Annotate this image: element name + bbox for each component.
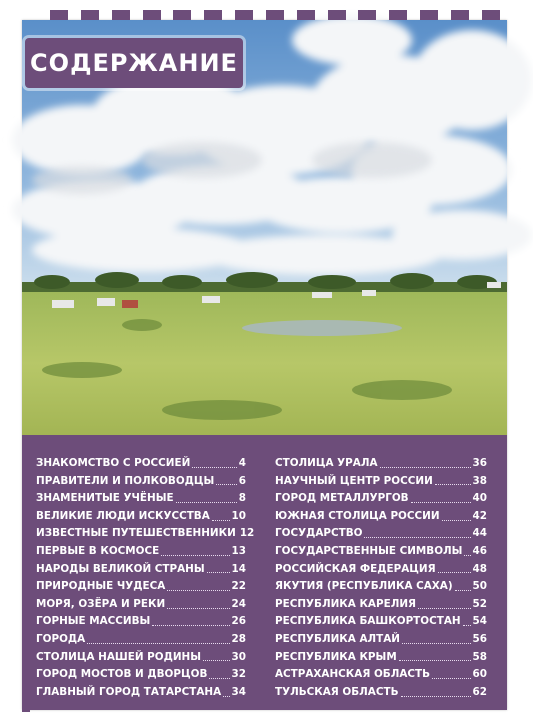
toc-column-right bbox=[275, 455, 487, 701]
toc-entry-leader bbox=[203, 659, 230, 661]
toc-entry-page: 13 bbox=[231, 544, 246, 557]
toc-entry-page: 36 bbox=[472, 457, 487, 469]
toc-entry-leader bbox=[364, 536, 470, 538]
toc-entry-title: ПРИРОДНЫЕ ЧУДЕСА bbox=[36, 580, 166, 593]
toc-entry-title: СТОЛИЦА НАШЕЙ РОДИНЫ bbox=[36, 650, 202, 663]
toc-entry-page: 6 bbox=[238, 474, 246, 487]
toc-entry-page: 60 bbox=[472, 668, 487, 681]
toc-entry-title: ЗНАМЕНИТЫЕ УЧЁНЫЕ bbox=[36, 492, 174, 505]
toc-entry-page: 56 bbox=[472, 632, 487, 645]
toc-entry-title: РЕСПУБЛИКА КРЫМ bbox=[275, 650, 397, 663]
toc-entry bbox=[36, 631, 246, 649]
toc-entry-title: ВЕЛИКИЕ ЛЮДИ ИСКУССТВА bbox=[36, 509, 210, 522]
toc-entry-page: 46 bbox=[472, 544, 487, 557]
toc-entry-leader bbox=[207, 571, 230, 573]
toc-entry-title: ГОРОД МЕТАЛЛУРГОВ bbox=[275, 492, 409, 505]
toc-entry-title: ЮЖНАЯ СТОЛИЦА РОССИИ bbox=[275, 509, 440, 522]
toc-entry-leader bbox=[435, 483, 471, 485]
toc-entry bbox=[275, 631, 487, 649]
book-page bbox=[22, 20, 507, 710]
toc-entry-title: ТУЛЬСКАЯ ОБЛАСТЬ bbox=[275, 685, 399, 698]
toc-entry-leader bbox=[402, 642, 471, 644]
toc-entry-page: 22 bbox=[231, 580, 246, 593]
toc-entry-title: ИЗВЕСТНЫЕ ПУТЕШЕСТВЕННИКИ bbox=[36, 527, 236, 540]
toc-entry-leader bbox=[192, 466, 236, 468]
toc-entry-page: 54 bbox=[472, 615, 487, 628]
toc-column-left bbox=[36, 455, 255, 701]
toc-entry bbox=[36, 543, 246, 561]
spiral-binding bbox=[50, 10, 500, 20]
toc-entry bbox=[275, 666, 487, 684]
toc-entry bbox=[36, 473, 246, 491]
toc-entry bbox=[36, 596, 246, 614]
toc-entry bbox=[275, 525, 487, 543]
toc-entry-title: ЗНАКОМСТВО С РОССИЕЙ bbox=[36, 457, 191, 469]
toc-entry-leader bbox=[167, 607, 229, 609]
toc-entry-title: МОРЯ, ОЗЁРА И РЕКИ bbox=[36, 597, 166, 610]
toc-entry bbox=[36, 649, 246, 667]
toc-entry-leader bbox=[463, 624, 471, 626]
toc-entry bbox=[275, 455, 487, 473]
toc-entry-leader bbox=[167, 589, 229, 591]
toc-entry-page: 8 bbox=[238, 492, 246, 505]
toc-entry bbox=[275, 473, 487, 491]
toc-entry-leader bbox=[464, 554, 470, 556]
toc-entry-page: 40 bbox=[472, 492, 487, 505]
toc-entry bbox=[36, 525, 255, 543]
toc-entry-leader bbox=[399, 659, 471, 661]
table-of-contents bbox=[22, 435, 507, 710]
toc-entry bbox=[275, 578, 487, 596]
toc-entry-leader bbox=[152, 624, 229, 626]
toc-entry-page: 50 bbox=[472, 580, 487, 593]
toc-entry-title: ГОСУДАРСТВЕННЫЕ СИМВОЛЫ bbox=[275, 544, 463, 557]
toc-entry-title: ГОСУДАРСТВО bbox=[275, 527, 363, 540]
toc-entry-title: АСТРАХАНСКАЯ ОБЛАСТЬ bbox=[275, 668, 430, 681]
toc-entry-leader bbox=[176, 501, 237, 503]
toc-entry-page: 58 bbox=[472, 650, 487, 663]
toc-entry bbox=[275, 508, 487, 526]
toc-entry bbox=[36, 666, 246, 684]
toc-entry-page: 32 bbox=[231, 668, 246, 681]
page-corner-mark bbox=[22, 700, 30, 712]
toc-entry-page: 10 bbox=[231, 509, 246, 522]
title-banner bbox=[25, 38, 243, 88]
toc-entry bbox=[275, 543, 487, 561]
toc-entry-page: 4 bbox=[238, 457, 246, 469]
toc-entry-title: СТОЛИЦА УРАЛА bbox=[275, 457, 378, 469]
toc-entry bbox=[275, 613, 487, 631]
toc-entry-page: 34 bbox=[231, 685, 246, 698]
toc-entry-title: НАРОДЫ ВЕЛИКОЙ СТРАНЫ bbox=[36, 562, 205, 575]
toc-entry-title: ГОРОД МОСТОВ И ДВОРЦОВ bbox=[36, 668, 208, 681]
toc-entry-page: 26 bbox=[231, 615, 246, 628]
toc-entry bbox=[275, 684, 487, 702]
toc-entry-page: 28 bbox=[231, 632, 246, 645]
toc-entry-leader bbox=[401, 695, 471, 697]
toc-entry-title: ПРАВИТЕЛИ И ПОЛКОВОДЦЫ bbox=[36, 474, 215, 487]
toc-entry-title: ГЛАВНЫЙ ГОРОД ТАТАРСТАНА bbox=[36, 685, 222, 698]
toc-entry bbox=[275, 649, 487, 667]
toc-entry bbox=[36, 490, 246, 508]
toc-entry bbox=[275, 596, 487, 614]
toc-entry-leader bbox=[442, 519, 471, 521]
toc-entry-title: ГОРОДА bbox=[36, 632, 86, 645]
toc-entry-page: 30 bbox=[231, 650, 246, 663]
toc-entry bbox=[36, 455, 246, 473]
toc-entry-title: НАУЧНЫЙ ЦЕНТР РОССИИ bbox=[275, 474, 433, 487]
toc-entry-leader bbox=[223, 695, 229, 697]
toc-entry-page: 24 bbox=[231, 597, 246, 610]
toc-entry-leader bbox=[455, 589, 471, 591]
toc-entry-page: 42 bbox=[472, 509, 487, 522]
toc-entry-title: ГОРНЫЕ МАССИВЫ bbox=[36, 615, 151, 628]
toc-entry-leader bbox=[411, 501, 471, 503]
toc-entry-page: 38 bbox=[472, 474, 487, 487]
toc-entry-title: РОССИЙСКАЯ ФЕДЕРАЦИЯ bbox=[275, 562, 436, 575]
toc-entry bbox=[275, 490, 487, 508]
toc-entry-title: РЕСПУБЛИКА БАШКОРТОСТАН bbox=[275, 615, 461, 628]
toc-entry bbox=[36, 561, 246, 579]
toc-entry-page: 12 bbox=[239, 527, 255, 540]
toc-entry-leader bbox=[216, 483, 236, 485]
toc-entry bbox=[36, 578, 246, 596]
toc-entry-page: 48 bbox=[472, 562, 487, 575]
toc-entry-page: 14 bbox=[231, 562, 246, 575]
toc-entry-leader bbox=[161, 554, 229, 556]
toc-entry-page: 62 bbox=[472, 685, 487, 698]
toc-entry-leader bbox=[87, 642, 229, 644]
toc-entry-leader bbox=[432, 677, 471, 679]
toc-entry-title: РЕСПУБЛИКА КАРЕЛИЯ bbox=[275, 597, 417, 610]
toc-entry bbox=[36, 613, 246, 631]
toc-entry bbox=[36, 684, 246, 702]
toc-entry-title: ЯКУТИЯ (РЕСПУБЛИКА САХА) bbox=[275, 580, 453, 593]
toc-entry-leader bbox=[209, 677, 229, 679]
toc-entry-page: 44 bbox=[472, 527, 487, 540]
toc-entry-title: ПЕРВЫЕ В КОСМОСЕ bbox=[36, 544, 160, 557]
toc-entry bbox=[275, 561, 487, 579]
toc-entry-leader bbox=[438, 571, 471, 573]
toc-entry-leader bbox=[212, 519, 230, 521]
page-title: СОДЕРЖАНИЕ bbox=[30, 49, 238, 77]
toc-entry-title: РЕСПУБЛИКА АЛТАЙ bbox=[275, 632, 400, 645]
toc-entry-leader bbox=[418, 607, 471, 609]
toc-entry-leader bbox=[380, 466, 471, 468]
toc-entry-page: 52 bbox=[472, 597, 487, 610]
toc-entry bbox=[36, 508, 246, 526]
